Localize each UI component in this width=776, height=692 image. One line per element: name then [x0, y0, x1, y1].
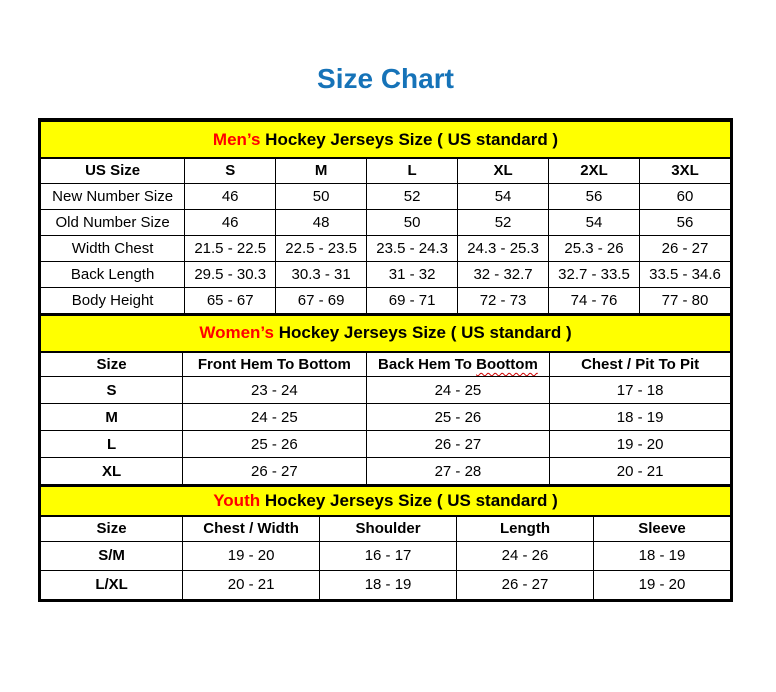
value-cell: 17 - 18	[550, 377, 731, 404]
value-cell: 19 - 20	[593, 570, 730, 599]
mens-section-title-rest: Hockey Jerseys Size ( US standard )	[260, 129, 559, 149]
value-cell: 18 - 19	[320, 570, 457, 599]
table-row	[41, 431, 731, 458]
mens-header-cell: L	[367, 158, 458, 183]
mens-size-table	[40, 120, 731, 314]
womens-header-back-prefix: Back Hem To	[378, 355, 477, 373]
table-row	[41, 541, 731, 570]
table-row	[41, 377, 731, 404]
womens-header-row	[41, 352, 731, 377]
value-cell: 26 - 27	[639, 235, 730, 261]
youth-section-title	[41, 486, 731, 516]
value-cell: 32 - 32.7	[458, 261, 549, 287]
table-row	[41, 183, 731, 209]
row-label: Body Height	[41, 287, 185, 313]
value-cell: 16 - 17	[320, 541, 457, 570]
value-cell: 69 - 71	[367, 287, 458, 313]
row-label: S	[41, 377, 183, 404]
table-row	[41, 404, 731, 431]
youth-header-cell: Chest / Width	[183, 516, 320, 541]
youth-size-table	[40, 485, 731, 600]
womens-header-cell: Front Hem To Bottom	[183, 352, 367, 377]
value-cell: 33.5 - 34.6	[639, 261, 730, 287]
row-label: M	[41, 404, 183, 431]
value-cell: 18 - 19	[593, 541, 730, 570]
youth-section-title-accent: Youth	[213, 491, 261, 510]
table-row	[41, 235, 731, 261]
row-label: New Number Size	[41, 183, 185, 209]
row-label: Width Chest	[41, 235, 185, 261]
value-cell: 50	[276, 183, 367, 209]
row-label: L/XL	[41, 570, 183, 599]
value-cell: 27 - 28	[366, 458, 550, 485]
youth-header-cell: Length	[457, 516, 594, 541]
mens-header-cell: M	[276, 158, 367, 183]
value-cell: 50	[367, 209, 458, 235]
womens-section-title-rest: Hockey Jerseys Size ( US standard )	[273, 323, 572, 342]
value-cell: 22.5 - 23.5	[276, 235, 367, 261]
value-cell: 52	[367, 183, 458, 209]
mens-header-cell: 2XL	[549, 158, 640, 183]
value-cell: 48	[276, 209, 367, 235]
youth-section-title-rest: Hockey Jerseys Size ( US standard )	[260, 491, 558, 510]
value-cell: 56	[549, 183, 640, 209]
value-cell: 54	[458, 183, 549, 209]
value-cell: 24 - 25	[366, 377, 550, 404]
value-cell: 32.7 - 33.5	[549, 261, 640, 287]
value-cell: 31 - 32	[367, 261, 458, 287]
value-cell: 72 - 73	[458, 287, 549, 313]
value-cell: 77 - 80	[639, 287, 730, 313]
value-cell: 21.5 - 22.5	[185, 235, 276, 261]
womens-section-title-accent: Women’s	[199, 323, 274, 342]
womens-section-title	[41, 315, 731, 352]
value-cell: 24 - 25	[183, 404, 367, 431]
value-cell: 23.5 - 24.3	[367, 235, 458, 261]
value-cell: 26 - 27	[183, 458, 367, 485]
value-cell: 25.3 - 26	[549, 235, 640, 261]
row-label: Old Number Size	[41, 209, 185, 235]
womens-header-cell: Size	[41, 352, 183, 377]
table-row	[41, 209, 731, 235]
value-cell: 29.5 - 30.3	[185, 261, 276, 287]
value-cell: 18 - 19	[550, 404, 731, 431]
table-row	[41, 570, 731, 599]
womens-header-cell: Chest / Pit To Pit	[550, 352, 731, 377]
mens-header-cell: XL	[458, 158, 549, 183]
table-row	[41, 458, 731, 485]
value-cell: 23 - 24	[183, 377, 367, 404]
mens-header-row	[41, 158, 731, 183]
row-label: S/M	[41, 541, 183, 570]
value-cell: 46	[185, 209, 276, 235]
value-cell: 24.3 - 25.3	[458, 235, 549, 261]
youth-header-cell: Sleeve	[593, 516, 730, 541]
value-cell: 24 - 26	[457, 541, 594, 570]
value-cell: 67 - 69	[276, 287, 367, 313]
value-cell: 20 - 21	[183, 570, 320, 599]
youth-section-band	[41, 486, 731, 516]
mens-header-cell: US Size	[41, 158, 185, 183]
youth-header-cell: Shoulder	[320, 516, 457, 541]
value-cell: 26 - 27	[457, 570, 594, 599]
youth-header-cell: Size	[41, 516, 183, 541]
value-cell: 25 - 26	[183, 431, 367, 458]
mens-header-cell: S	[185, 158, 276, 183]
page-title: Size Chart	[317, 63, 454, 94]
value-cell: 19 - 20	[183, 541, 320, 570]
value-cell: 54	[549, 209, 640, 235]
womens-size-table	[40, 314, 731, 486]
mens-section-title-accent: Men’s	[212, 129, 261, 149]
value-cell: 19 - 20	[550, 431, 731, 458]
mens-header-cell: 3XL	[639, 158, 730, 183]
value-cell: 46	[185, 183, 276, 209]
size-tables-block	[38, 118, 733, 602]
youth-header-row	[41, 516, 731, 541]
womens-header-cell	[366, 352, 550, 377]
mens-section-band	[41, 121, 731, 158]
value-cell: 60	[639, 183, 730, 209]
value-cell: 52	[458, 209, 549, 235]
value-cell: 25 - 26	[366, 404, 550, 431]
row-label: L	[41, 431, 183, 458]
value-cell: 74 - 76	[549, 287, 640, 313]
value-cell: 56	[639, 209, 730, 235]
value-cell: 26 - 27	[366, 431, 550, 458]
table-row	[41, 261, 731, 287]
value-cell: 65 - 67	[185, 287, 276, 313]
womens-header-back-misspelled-word: Boottom	[476, 355, 538, 373]
womens-section-band	[41, 315, 731, 352]
row-label: XL	[41, 458, 183, 485]
mens-section-title	[41, 121, 731, 158]
value-cell: 20 - 21	[550, 458, 731, 485]
size-chart-sheet	[38, 0, 733, 602]
table-row	[41, 287, 731, 313]
row-label: Back Length	[41, 261, 185, 287]
value-cell: 30.3 - 31	[276, 261, 367, 287]
